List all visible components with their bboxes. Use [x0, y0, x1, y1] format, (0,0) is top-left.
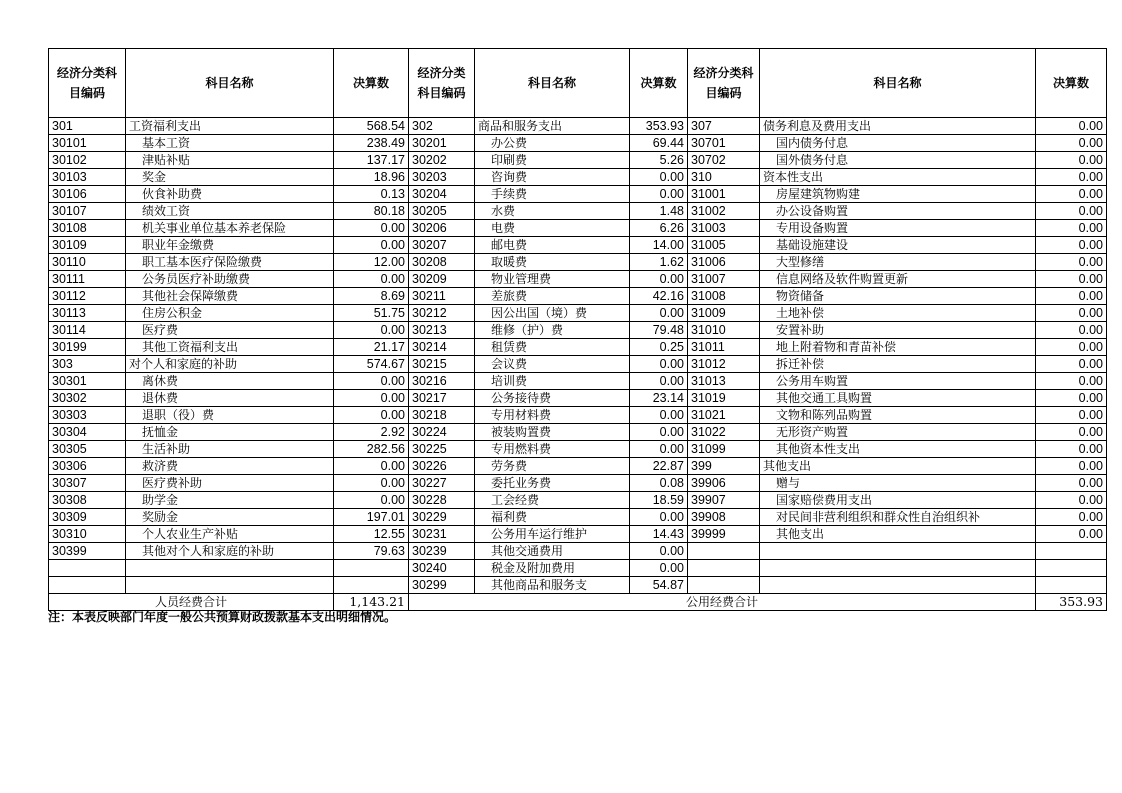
- table-row: [49, 322, 1107, 339]
- item-amount: 79.48: [630, 322, 688, 339]
- item-amount: 1.62: [630, 254, 688, 271]
- item-amount: [1036, 577, 1107, 594]
- item-code: 30217: [409, 390, 475, 407]
- item-name: 工资福利支出: [126, 118, 334, 135]
- item-amount: 2.92: [334, 424, 409, 441]
- item-amount: 18.59: [630, 492, 688, 509]
- table-body: [49, 118, 1107, 594]
- item-code: 30211: [409, 288, 475, 305]
- item-name: 公务用车运行维护: [475, 526, 630, 543]
- item-code: 30114: [49, 322, 126, 339]
- item-amount: 0.00: [1036, 373, 1107, 390]
- item-amount: 197.01: [334, 509, 409, 526]
- item-name: [760, 560, 1036, 577]
- item-code: 310: [688, 169, 760, 186]
- table-row: [49, 407, 1107, 424]
- item-amount: 0.00: [630, 543, 688, 560]
- item-code: 399: [688, 458, 760, 475]
- item-name: [126, 560, 334, 577]
- item-name: 办公费: [475, 135, 630, 152]
- table-row: [49, 186, 1107, 203]
- item-amount: 0.00: [1036, 169, 1107, 186]
- item-code: 31019: [688, 390, 760, 407]
- item-amount: 0.00: [630, 271, 688, 288]
- item-name: 办公设备购置: [760, 203, 1036, 220]
- item-amount: 0.00: [630, 424, 688, 441]
- item-code: 30309: [49, 509, 126, 526]
- item-code: 31003: [688, 220, 760, 237]
- item-code: 30399: [49, 543, 126, 560]
- item-code: 30205: [409, 203, 475, 220]
- item-name: 基本工资: [126, 135, 334, 152]
- footnote: 注：本表反映部门年度一般公共预算财政拨款基本支出明细情况。: [48, 610, 397, 624]
- item-name: 奖金: [126, 169, 334, 186]
- item-amount: 21.17: [334, 339, 409, 356]
- item-code: 30110: [49, 254, 126, 271]
- item-amount: 0.00: [1036, 135, 1107, 152]
- item-name: 房屋建筑物购建: [760, 186, 1036, 203]
- item-amount: 0.00: [630, 407, 688, 424]
- item-code: 39908: [688, 509, 760, 526]
- item-code: 39906: [688, 475, 760, 492]
- header-row: [49, 49, 1107, 118]
- item-amount: [334, 560, 409, 577]
- item-code: 30111: [49, 271, 126, 288]
- item-name: 公务员医疗补助缴费: [126, 271, 334, 288]
- item-name: 大型修缮: [760, 254, 1036, 271]
- item-name: 公务接待费: [475, 390, 630, 407]
- item-name: 其他工资福利支出: [126, 339, 334, 356]
- item-code: 303: [49, 356, 126, 373]
- item-amount: 0.00: [1036, 203, 1107, 220]
- item-name: 专用材料费: [475, 407, 630, 424]
- item-code: 30206: [409, 220, 475, 237]
- item-code: 31001: [688, 186, 760, 203]
- item-amount: 0.00: [1036, 509, 1107, 526]
- item-code: 30107: [49, 203, 126, 220]
- item-code: 30299: [409, 577, 475, 594]
- item-name: 公务用车购置: [760, 373, 1036, 390]
- expenditure-detail-table: [48, 48, 1107, 611]
- item-name: 医疗费: [126, 322, 334, 339]
- item-amount: 0.00: [334, 475, 409, 492]
- table-row: [49, 237, 1107, 254]
- item-amount: 568.54: [334, 118, 409, 135]
- item-code: 30113: [49, 305, 126, 322]
- item-amount: 0.00: [1036, 356, 1107, 373]
- item-name: 国家赔偿费用支出: [760, 492, 1036, 509]
- item-code: 30305: [49, 441, 126, 458]
- item-amount: 0.00: [1036, 118, 1107, 135]
- item-amount: 0.00: [630, 305, 688, 322]
- item-amount: 137.17: [334, 152, 409, 169]
- table-row: [49, 288, 1107, 305]
- item-code: 30215: [409, 356, 475, 373]
- item-code: 30214: [409, 339, 475, 356]
- item-name: 土地补偿: [760, 305, 1036, 322]
- item-code: 39999: [688, 526, 760, 543]
- item-code: 30199: [49, 339, 126, 356]
- item-code: 31007: [688, 271, 760, 288]
- item-code: 31011: [688, 339, 760, 356]
- table-row: [49, 560, 1107, 577]
- item-amount: 0.00: [630, 356, 688, 373]
- item-name: 维修（护）费: [475, 322, 630, 339]
- item-amount: 42.16: [630, 288, 688, 305]
- item-amount: 1.48: [630, 203, 688, 220]
- item-name: 离休费: [126, 373, 334, 390]
- item-name: 因公出国（境）费: [475, 305, 630, 322]
- item-amount: 0.00: [334, 458, 409, 475]
- item-amount: 282.56: [334, 441, 409, 458]
- item-code: 31009: [688, 305, 760, 322]
- table-row: [49, 203, 1107, 220]
- item-name: 差旅费: [475, 288, 630, 305]
- item-name: 安置补助: [760, 322, 1036, 339]
- item-amount: 0.00: [1036, 237, 1107, 254]
- item-amount: 0.00: [630, 509, 688, 526]
- item-name: 物业管理费: [475, 271, 630, 288]
- table-row: [49, 577, 1107, 594]
- item-code: 30224: [409, 424, 475, 441]
- item-code: 30310: [49, 526, 126, 543]
- table-row: [49, 475, 1107, 492]
- item-amount: 0.00: [334, 237, 409, 254]
- item-code: 31013: [688, 373, 760, 390]
- item-amount: 0.00: [334, 220, 409, 237]
- item-amount: 0.00: [1036, 271, 1107, 288]
- item-amount: 8.69: [334, 288, 409, 305]
- item-name: 医疗费补助: [126, 475, 334, 492]
- item-code: 30301: [49, 373, 126, 390]
- item-amount: 0.08: [630, 475, 688, 492]
- table-row: [49, 220, 1107, 237]
- item-amount: 12.55: [334, 526, 409, 543]
- item-code: 30304: [49, 424, 126, 441]
- item-name: 培训费: [475, 373, 630, 390]
- item-code: 31099: [688, 441, 760, 458]
- item-amount: 18.96: [334, 169, 409, 186]
- item-name: 其他商品和服务支: [475, 577, 630, 594]
- item-code: [49, 577, 126, 594]
- item-code: 30227: [409, 475, 475, 492]
- item-name: 专用设备购置: [760, 220, 1036, 237]
- item-amount: 0.00: [1036, 254, 1107, 271]
- item-name: 助学金: [126, 492, 334, 509]
- item-code: 30702: [688, 152, 760, 169]
- item-name: 其他支出: [760, 526, 1036, 543]
- item-name: 邮电费: [475, 237, 630, 254]
- table-row: [49, 390, 1107, 407]
- item-amount: 69.44: [630, 135, 688, 152]
- item-amount: 12.00: [334, 254, 409, 271]
- item-code: 30106: [49, 186, 126, 203]
- item-code: 30103: [49, 169, 126, 186]
- item-name: 对民间非营利组织和群众性自治组织补: [760, 509, 1036, 526]
- header-amount-3: 决算数: [1036, 49, 1107, 118]
- item-name: 商品和服务支出: [475, 118, 630, 135]
- table-row: [49, 339, 1107, 356]
- table-row: [49, 492, 1107, 509]
- item-name: 个人农业生产补贴: [126, 526, 334, 543]
- item-name: 印刷费: [475, 152, 630, 169]
- item-code: 30202: [409, 152, 475, 169]
- item-name: 委托业务费: [475, 475, 630, 492]
- item-code: 30240: [409, 560, 475, 577]
- item-code: 30701: [688, 135, 760, 152]
- item-name: 奖励金: [126, 509, 334, 526]
- item-name: 工会经费: [475, 492, 630, 509]
- item-amount: 0.00: [1036, 288, 1107, 305]
- table-row: [49, 441, 1107, 458]
- item-amount: 0.00: [1036, 475, 1107, 492]
- item-amount: 0.00: [630, 373, 688, 390]
- item-name: 住房公积金: [126, 305, 334, 322]
- item-name: 津贴补贴: [126, 152, 334, 169]
- item-code: 30204: [409, 186, 475, 203]
- public-total-amount: 353.93: [1036, 594, 1107, 611]
- header-code-2: 经济分类科目编码: [409, 49, 475, 118]
- table-row: [49, 271, 1107, 288]
- item-code: 301: [49, 118, 126, 135]
- item-name: 文物和陈列品购置: [760, 407, 1036, 424]
- item-code: 30212: [409, 305, 475, 322]
- table-row: [49, 458, 1107, 475]
- item-name: 退职（役）费: [126, 407, 334, 424]
- item-code: 30216: [409, 373, 475, 390]
- item-amount: 353.93: [630, 118, 688, 135]
- table-row: [49, 526, 1107, 543]
- item-name: 伙食补助费: [126, 186, 334, 203]
- item-code: 31008: [688, 288, 760, 305]
- item-code: 30308: [49, 492, 126, 509]
- item-name: 退休费: [126, 390, 334, 407]
- item-code: 30229: [409, 509, 475, 526]
- item-name: 福利费: [475, 509, 630, 526]
- item-amount: 0.00: [1036, 186, 1107, 203]
- item-amount: 0.00: [1036, 424, 1107, 441]
- item-name: 赠与: [760, 475, 1036, 492]
- item-name: 税金及附加费用: [475, 560, 630, 577]
- header-code-1: 经济分类科目编码: [49, 49, 126, 118]
- item-name: 劳务费: [475, 458, 630, 475]
- table-row: [49, 543, 1107, 560]
- item-amount: 23.14: [630, 390, 688, 407]
- item-amount: 0.00: [334, 373, 409, 390]
- item-amount: 0.00: [334, 271, 409, 288]
- item-name: 机关事业单位基本养老保险: [126, 220, 334, 237]
- item-amount: 0.00: [1036, 407, 1107, 424]
- item-amount: 5.26: [630, 152, 688, 169]
- header-amount-2: 决算数: [630, 49, 688, 118]
- item-amount: 22.87: [630, 458, 688, 475]
- public-total-label: 公用经费合计: [409, 594, 1036, 611]
- item-name: 绩效工资: [126, 203, 334, 220]
- item-name: 资本性支出: [760, 169, 1036, 186]
- item-name: 国外债务付息: [760, 152, 1036, 169]
- table-row: [49, 135, 1107, 152]
- item-name: 被装购置费: [475, 424, 630, 441]
- table-row: [49, 152, 1107, 169]
- item-code: 30209: [409, 271, 475, 288]
- item-name: 其他支出: [760, 458, 1036, 475]
- item-code: 30225: [409, 441, 475, 458]
- item-code: [688, 543, 760, 560]
- item-amount: 80.18: [334, 203, 409, 220]
- header-code-3: 经济分类科目编码: [688, 49, 760, 118]
- item-amount: 6.26: [630, 220, 688, 237]
- item-code: 30302: [49, 390, 126, 407]
- item-name: 租赁费: [475, 339, 630, 356]
- item-amount: 79.63: [334, 543, 409, 560]
- header-name-3: 科目名称: [760, 49, 1036, 118]
- item-amount: 0.00: [1036, 220, 1107, 237]
- item-amount: 0.00: [1036, 526, 1107, 543]
- item-amount: [1036, 560, 1107, 577]
- item-amount: [1036, 543, 1107, 560]
- item-code: 30213: [409, 322, 475, 339]
- item-amount: [334, 577, 409, 594]
- personnel-total-label: 人员经费合计: [49, 594, 334, 611]
- item-code: 31021: [688, 407, 760, 424]
- item-amount: 0.00: [1036, 305, 1107, 322]
- table-row: [49, 509, 1107, 526]
- item-name: 无形资产购置: [760, 424, 1036, 441]
- item-code: 30201: [409, 135, 475, 152]
- item-code: 30218: [409, 407, 475, 424]
- item-code: 31005: [688, 237, 760, 254]
- item-name: 其他资本性支出: [760, 441, 1036, 458]
- item-code: 30109: [49, 237, 126, 254]
- table-row: [49, 356, 1107, 373]
- item-code: 30207: [409, 237, 475, 254]
- item-amount: 0.00: [334, 322, 409, 339]
- item-amount: 0.00: [1036, 492, 1107, 509]
- item-name: 抚恤金: [126, 424, 334, 441]
- item-name: [760, 543, 1036, 560]
- item-name: 职业年金缴费: [126, 237, 334, 254]
- item-code: 30228: [409, 492, 475, 509]
- item-name: 职工基本医疗保险缴费: [126, 254, 334, 271]
- item-name: 手续费: [475, 186, 630, 203]
- item-amount: 14.43: [630, 526, 688, 543]
- item-code: 30101: [49, 135, 126, 152]
- item-amount: 0.00: [630, 169, 688, 186]
- table-row: [49, 169, 1107, 186]
- item-code: 30231: [409, 526, 475, 543]
- item-code: 31010: [688, 322, 760, 339]
- item-code: 307: [688, 118, 760, 135]
- item-code: 30112: [49, 288, 126, 305]
- personnel-total-amount: 1,143.21: [334, 594, 409, 611]
- item-name: 基础设施建设: [760, 237, 1036, 254]
- item-code: [688, 560, 760, 577]
- item-amount: 0.00: [1036, 390, 1107, 407]
- item-code: [688, 577, 760, 594]
- header-name-2: 科目名称: [475, 49, 630, 118]
- item-amount: 0.00: [1036, 322, 1107, 339]
- item-code: 31022: [688, 424, 760, 441]
- item-code: 30108: [49, 220, 126, 237]
- item-name: 信息网络及软件购置更新: [760, 271, 1036, 288]
- item-name: 会议费: [475, 356, 630, 373]
- item-name: 拆迁补偿: [760, 356, 1036, 373]
- item-name: 救济费: [126, 458, 334, 475]
- item-name: 电费: [475, 220, 630, 237]
- item-name: 物资储备: [760, 288, 1036, 305]
- item-name: 取暖费: [475, 254, 630, 271]
- item-amount: 0.13: [334, 186, 409, 203]
- item-amount: 238.49: [334, 135, 409, 152]
- item-code: 39907: [688, 492, 760, 509]
- item-amount: 54.87: [630, 577, 688, 594]
- item-name: 债务利息及费用支出: [760, 118, 1036, 135]
- item-name: [126, 577, 334, 594]
- item-name: 其他交通费用: [475, 543, 630, 560]
- header-amount-1: 决算数: [334, 49, 409, 118]
- item-code: 31006: [688, 254, 760, 271]
- item-amount: 0.00: [1036, 152, 1107, 169]
- item-code: 30102: [49, 152, 126, 169]
- table-row: [49, 254, 1107, 271]
- header-name-1: 科目名称: [126, 49, 334, 118]
- item-name: 地上附着物和青苗补偿: [760, 339, 1036, 356]
- item-amount: 0.00: [630, 186, 688, 203]
- item-name: 其他交通工具购置: [760, 390, 1036, 407]
- item-name: 国内债务付息: [760, 135, 1036, 152]
- item-name: 专用燃料费: [475, 441, 630, 458]
- item-name: 生活补助: [126, 441, 334, 458]
- item-name: 咨询费: [475, 169, 630, 186]
- item-amount: 0.00: [1036, 458, 1107, 475]
- item-code: 30239: [409, 543, 475, 560]
- item-amount: 574.67: [334, 356, 409, 373]
- item-code: 30306: [49, 458, 126, 475]
- item-amount: 51.75: [334, 305, 409, 322]
- item-amount: 0.00: [630, 441, 688, 458]
- table-row: [49, 373, 1107, 390]
- item-code: 30203: [409, 169, 475, 186]
- item-name: 其他社会保障缴费: [126, 288, 334, 305]
- item-amount: 0.00: [334, 407, 409, 424]
- item-code: 31012: [688, 356, 760, 373]
- item-amount: 0.25: [630, 339, 688, 356]
- item-amount: 0.00: [1036, 339, 1107, 356]
- item-amount: 0.00: [630, 560, 688, 577]
- item-code: 30303: [49, 407, 126, 424]
- item-amount: 14.00: [630, 237, 688, 254]
- item-amount: 0.00: [334, 390, 409, 407]
- item-code: 30208: [409, 254, 475, 271]
- item-name: 对个人和家庭的补助: [126, 356, 334, 373]
- item-code: 302: [409, 118, 475, 135]
- item-code: 30226: [409, 458, 475, 475]
- item-code: 30307: [49, 475, 126, 492]
- item-code: 31002: [688, 203, 760, 220]
- item-amount: 0.00: [1036, 441, 1107, 458]
- table-row: [49, 305, 1107, 322]
- item-amount: 0.00: [334, 492, 409, 509]
- item-code: [49, 560, 126, 577]
- item-name: 水费: [475, 203, 630, 220]
- table-row: [49, 424, 1107, 441]
- item-name: 其他对个人和家庭的补助: [126, 543, 334, 560]
- table-row: [49, 118, 1107, 135]
- item-name: [760, 577, 1036, 594]
